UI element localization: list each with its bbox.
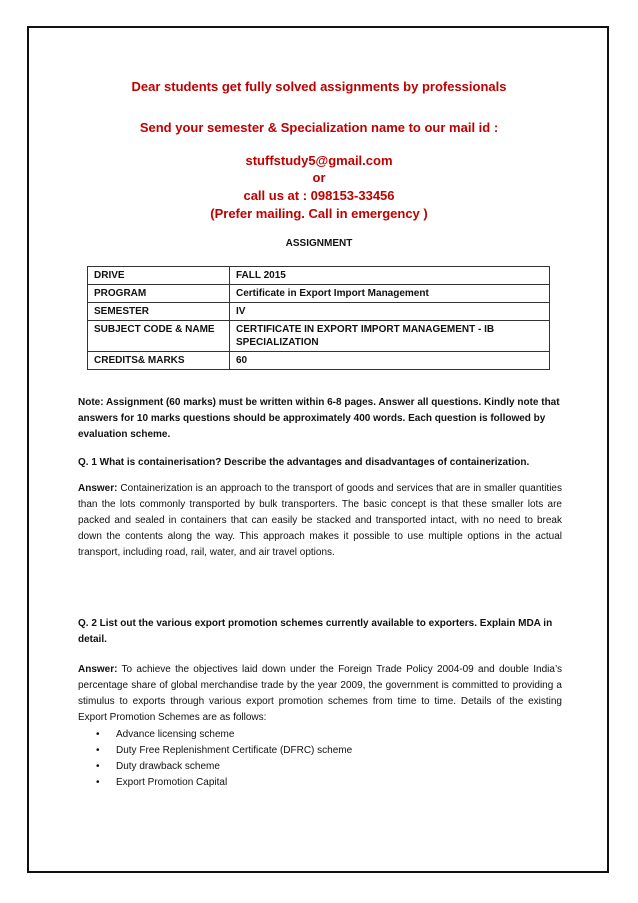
list-item-text: Duty Free Replenishment Certificate (DFRC) scheme bbox=[116, 745, 353, 756]
table-row bbox=[88, 285, 550, 303]
list-item bbox=[96, 727, 352, 743]
assignment-info-table bbox=[87, 266, 550, 370]
list-item bbox=[96, 775, 352, 791]
promo-email: stuffstudy5@gmail.com bbox=[245, 153, 393, 168]
table-value: IV bbox=[230, 303, 550, 321]
question-2: Q. 2 List out the various export promotion schemes currently available to exporters. Explain MDA in detail. bbox=[78, 618, 553, 645]
table-row bbox=[88, 303, 550, 321]
list-item-text: Export Promotion Capital bbox=[116, 777, 228, 788]
answer-text: To achieve the objectives laid down under the Foreign Trade Policy 2004-09 and double India’s percentage share of global merchandise trade by the year 2009, the government is committed to providing a stimulus to exports through various export promotion schemes from time to time. Details of the existing Export Promotion Schemes are as follows: bbox=[78, 664, 562, 723]
list-item-text: Duty drawback scheme bbox=[116, 761, 220, 772]
list-item bbox=[96, 743, 352, 759]
bullet-icon: • bbox=[96, 729, 100, 740]
table-key: SUBJECT CODE & NAME bbox=[88, 321, 230, 352]
table-key: CREDITS& MARKS bbox=[88, 352, 230, 370]
answer-label: Answer: bbox=[78, 664, 118, 675]
promo-or: or bbox=[312, 170, 326, 185]
table-row bbox=[88, 321, 550, 352]
promo-heading: Dear students get fully solved assignments by professionals bbox=[131, 79, 507, 94]
table-row bbox=[88, 267, 550, 285]
assignment-heading: ASSIGNMENT bbox=[285, 238, 353, 249]
promo-phone: call us at : 098153-33456 bbox=[243, 188, 395, 203]
table-value: Certificate in Export Import Management bbox=[230, 285, 550, 303]
scheme-list bbox=[96, 727, 352, 791]
table-value: CERTIFICATE IN EXPORT IMPORT MANAGEMENT - IB SPECIALIZATION bbox=[230, 321, 550, 352]
list-item bbox=[96, 759, 352, 775]
promo-instruction: Send your semester & Specialization name to our mail id : bbox=[139, 120, 499, 135]
question-1: Q. 1 What is containerisation? Describe the advantages and disadvantages of containerization. bbox=[78, 457, 530, 468]
assignment-note: Note: Assignment (60 marks) must be written within 6-8 pages. Answer all questions. Kindly note that answers for 10 marks questions should be approximately 400 words. Each question is followed by evaluation scheme. bbox=[78, 397, 560, 440]
answer-text: Containerization is an approach to the transport of goods and services that are in smaller quantities than the lots commonly transported by bulk transporters. The basic concept is that these smaller lots are packed and sealed in containers that can easily be stacked and transported intact, with no need to break down the contents along the way. This approach makes it possible to use multiple options in the actual transport, including road, rail, water, and air travel options. bbox=[78, 483, 562, 558]
table-key: DRIVE bbox=[88, 267, 230, 285]
bullet-icon: • bbox=[96, 761, 100, 772]
promo-preference: (Prefer mailing. Call in emergency ) bbox=[210, 206, 428, 221]
table-row bbox=[88, 352, 550, 370]
list-item-text: Advance licensing scheme bbox=[116, 729, 235, 740]
bullet-icon: • bbox=[96, 777, 100, 788]
table-value: 60 bbox=[230, 352, 550, 370]
answer-1 bbox=[78, 481, 562, 561]
table-key: PROGRAM bbox=[88, 285, 230, 303]
answer-2 bbox=[78, 662, 562, 726]
answer-label: Answer: bbox=[78, 483, 118, 494]
table-key: SEMESTER bbox=[88, 303, 230, 321]
table-value: FALL 2015 bbox=[230, 267, 550, 285]
bullet-icon: • bbox=[96, 745, 100, 756]
